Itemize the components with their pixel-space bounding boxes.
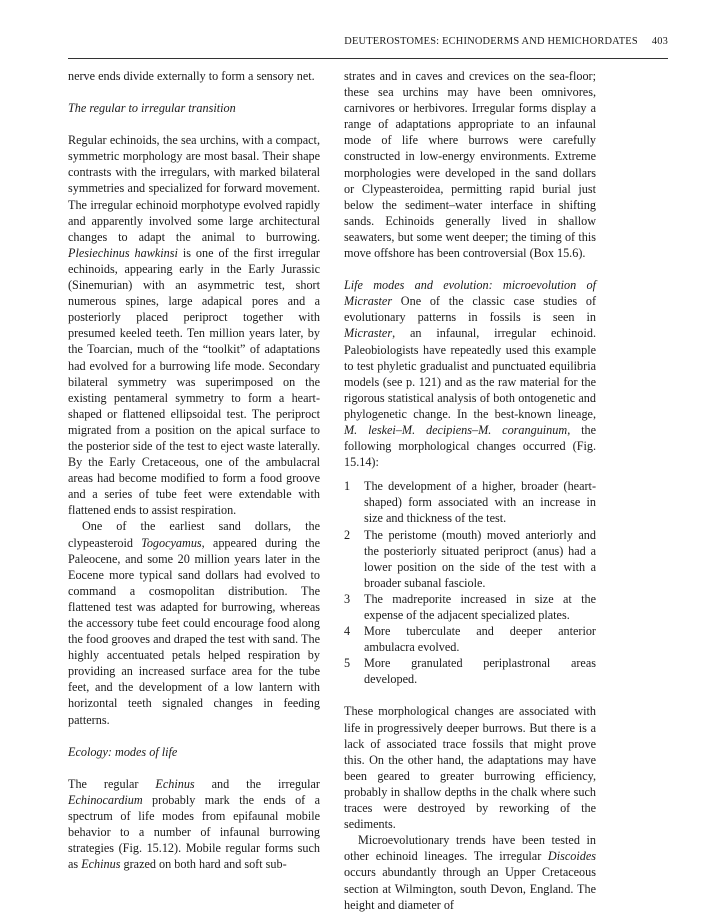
list-item: 4 More tuberculate and deeper anterior ambulacra evolved. xyxy=(344,624,596,655)
paragraph-regular-echinoids: Regular echinoids, the sea urchins, with a compact, symmetric morphology are most basal. Their shape contrasts with the irregulars, with marked bilateral symmetries and specialized for forward movement. The irregular echinoid morphotype evolved rapidly and apparently involved some large architectural changes to adapt the animal to burrowing. Plesiechinus hawkinsi is one of the first irregular echinoids, appearing early in the Early Jurassic (Sinemurian) with an asymmetric test, short numerous spines, large adapical pores and a posteriorly placed periproct together with presumed keeled teeth. Ten million years later, by the Toarcian, much of the “toolkit” of adaptations had evolved for a burrowing life mode. Secondary bilateral symmetry was superimposed on the existing pentameral symmetry to form a heart-shaped or flattened ellipsoidal test. The periproct migrated from a position on the apical surface to the posterior side of the test to eject waste laterally. By the Early Cretaceous, one of the ambulacral areas had become modified to form a food groove and a series of tube feet were extendable with flattened ends to assist respiration. xyxy=(68,133,320,518)
running-header xyxy=(68,36,668,59)
species-name: Plesiechinus hawkinsi xyxy=(68,245,178,260)
paragraph-burrows: These morphological changes are associated with life in progressively deeper burrows. But there is a lack of associated trace fossils that might prove this. On the other hand, the adaptations may have been geared to greater burrowing efficiency, probably in shallow depths in the chalk where such traces were destroyed by reworking of the sediments. xyxy=(344,704,596,832)
page-number: 403 xyxy=(651,36,668,47)
list-item: 5 More granulated periplastronal areas developed. xyxy=(344,656,596,687)
section-heading-ecology: Ecology: modes of life xyxy=(68,744,178,759)
paragraph-micraster: Life modes and evolution: microevolution of Micraster One of the classic case studies of evolutionary patterns in fossils is seen in Micraster, an infaunal, irregular echinoid. Paleobiologists have repeatedly used this example to test phyletic gradualist and punctuated equilibria models (see p. 121) and as the raw material for the rigorous statistical analysis of both ontogenetic and phylogenetic change. In the best-known lineage, M. leskei–M. decipiens–M. coranguinum, the following morphological changes occurred (Fig. 15.14): xyxy=(344,278,596,470)
paragraph-carryover-right: strates and in caves and crevices on the sea-floor; these sea urchins may have been omnivores, carnivores or herbivores. Irregular forms display a range of adaptations appropriate to an infaunal mode of life where burrows were carefully constructed in low-energy environments. Extreme morphologies were developed in the sand dollars or Clypeasteroidea, permitting rapid burial just below the sediment–water interface in shifting sands. Echinoids generally lived in shallow seawaters, but some went deeper; the timing of this move offshore has been controversial (Box 15.6). xyxy=(344,69,596,261)
runin-heading-micraster: Life modes and evolution: microevolution of Micraster xyxy=(344,278,596,309)
paragraph-sand-dollars: One of the earliest sand dollars, the clypeasteroid Togocyamus, appeared during the Paleocene, and some 20 million years later in the Eocene more typical sand dollars had evolved to command a cosmopolitan distribution. The flattened test was adapted for burrowing, whereas the accessory tube feet could encourage food along the food grooves and draped the test with sand. The highly accentuated petals helped respiration by providing an increased surface area for the tube feet, and the development of a low lantern with horizontal teeth signaled changes in feeding patterns. xyxy=(68,519,320,727)
paragraph-carryover: nerve ends divide externally to form a sensory net. xyxy=(68,69,315,83)
left-column xyxy=(68,68,320,872)
list-item: 2 The peristome (mouth) moved anteriorly and the posteriorly situated periproct (anus) had a lower position on the side of the test with a broader subanal fasciole. xyxy=(344,527,596,590)
genus-name: Discoides xyxy=(547,849,596,864)
morphological-changes-list xyxy=(344,478,596,687)
section-heading-transition: The regular to irregular transition xyxy=(68,101,236,116)
right-column xyxy=(344,68,596,913)
paragraph-ecology: The regular Echinus and the irregular Echinocardium probably mark the ends of a spectrum of life modes from epifaunal mobile behavior to a number of infaunal burrowing strategies (Fig. 15.12). Mobile regular forms such as Echinus grazed on both hard and soft sub- xyxy=(68,776,320,872)
genus-name: Togocyamus xyxy=(141,535,202,550)
list-item: 1 The development of a higher, broader (heart-shaped) form associated with an increase in size and thickness of the test. xyxy=(344,479,596,526)
list-item: 3 The madreporite increased in size at the expense of the adjacent specialized plates. xyxy=(344,591,596,622)
paragraph-microevolution-trends: Microevolutionary trends have been tested in other echinoid lineages. The irregular Discoides occurs abundantly through an Upper Cretaceous section at Wilmington, south Devon, England. The height and diameter of xyxy=(344,833,596,912)
running-title: DEUTEROSTOMES: ECHINODERMS AND HEMICHORDATES xyxy=(344,36,638,47)
